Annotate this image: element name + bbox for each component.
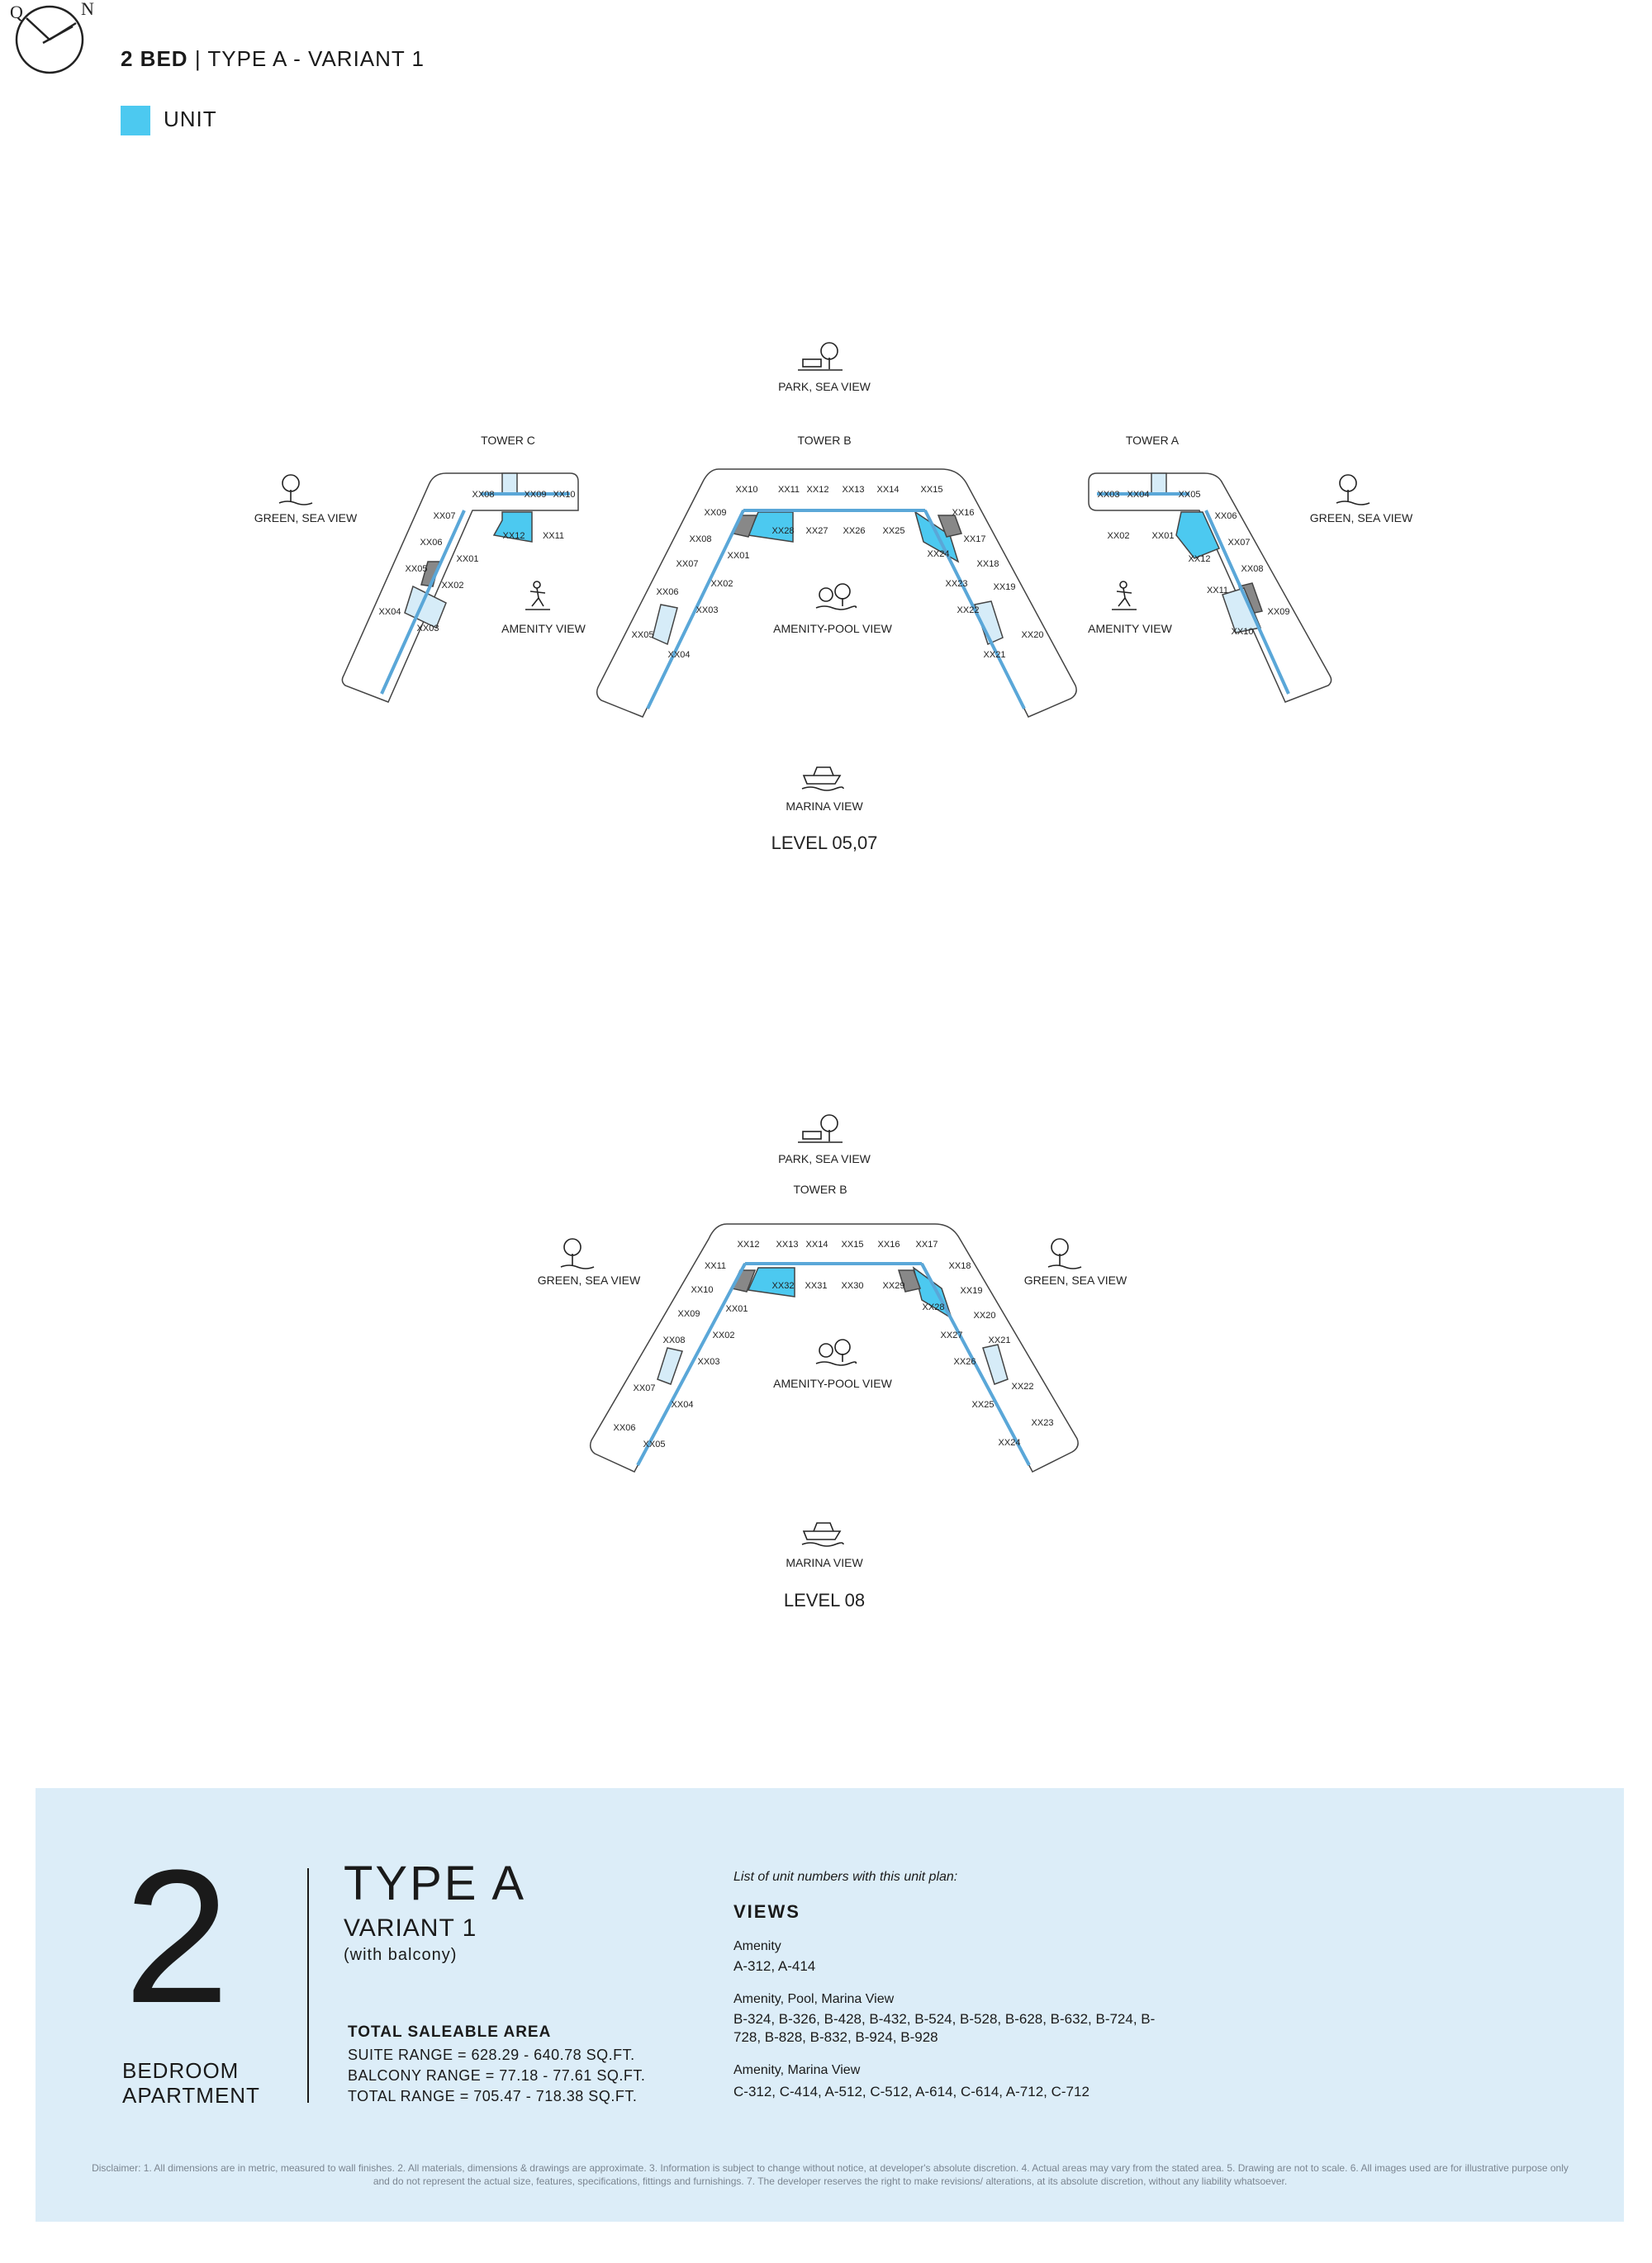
unit-label: XX05: [1178, 490, 1201, 500]
unit-label: XX13: [776, 1240, 799, 1250]
unit-label: XX17: [963, 534, 986, 544]
unit-label: XX11: [1206, 586, 1229, 595]
north-compass-icon: [0, 0, 99, 83]
with-balcony-label: (with balcony): [344, 1946, 458, 1964]
unit-label: XX20: [973, 1311, 996, 1321]
unit-label: XX06: [613, 1423, 636, 1433]
unit-label: XX08: [1241, 564, 1264, 574]
unit-label: XX05: [405, 564, 428, 574]
unit-label: XX08: [689, 534, 712, 544]
bedroom-apartment-label: [122, 2058, 260, 2108]
view-group-name: Amenity, Marina View: [733, 2063, 861, 2077]
park-sea-view-label: PARK, SEA VIEW: [778, 1152, 871, 1165]
unit-label: XX10: [735, 485, 758, 495]
unit-label: XX09: [704, 508, 727, 518]
bed-label: 2 BED: [121, 46, 188, 71]
unit-label: XX19: [960, 1286, 983, 1296]
unit-label: XX24: [927, 549, 950, 559]
unit-label: XX18: [948, 1261, 971, 1271]
unit-label: XX03: [697, 1357, 720, 1367]
total-saleable-area-title: TOTAL SALEABLE AREA: [348, 2023, 552, 2041]
unit-label: XX02: [712, 1331, 735, 1340]
tower-b-label: TOWER B: [793, 1183, 847, 1196]
green-sea-view-right-label: GREEN, SEA VIEW: [1023, 1274, 1127, 1287]
unit-label: XX24: [998, 1438, 1021, 1448]
apartment-label: APARTMENT: [122, 2083, 260, 2108]
unit-label: XX12: [806, 485, 829, 495]
level-08-plan: [0, 1098, 1652, 1611]
unit-label: XX29: [882, 1281, 905, 1291]
unit-label: XX13: [842, 485, 865, 495]
unit-label: XX06: [1214, 511, 1237, 521]
unit-label: XX16: [952, 508, 975, 518]
tower-b-level-08-plan: [591, 1224, 1078, 1472]
type-title: TYPE A: [344, 1857, 527, 1910]
unit-legend-label: UNIT: [164, 107, 217, 131]
unit-label: XX22: [1011, 1382, 1034, 1392]
park-view-icon: [798, 343, 843, 370]
bedroom-label: BEDROOM: [122, 2058, 240, 2083]
green-sea-view-left-label: GREEN, SEA VIEW: [537, 1274, 641, 1287]
amenity-pool-view-label: AMENITY-POOL VIEW: [773, 1377, 892, 1390]
unit-label: XX19: [993, 582, 1016, 592]
unit-label: XX11: [542, 531, 565, 541]
unit-label: XX09: [677, 1309, 700, 1319]
type-label: TYPE A - VARIANT 1: [207, 46, 425, 71]
total-range: TOTAL RANGE = 705.47 - 718.38 SQ.FT.: [348, 2088, 638, 2104]
tower-c-label: TOWER C: [481, 434, 535, 447]
views-title: VIEWS: [733, 1901, 800, 1922]
unit-label: XX01: [725, 1304, 748, 1314]
unit-label: XX15: [841, 1240, 864, 1250]
tower-a-label: TOWER A: [1125, 434, 1180, 447]
pool-view-icon: [816, 1340, 856, 1365]
green-view-icon-right: [1048, 1239, 1081, 1269]
pool-view-icon: [816, 584, 856, 610]
unit-label: XX27: [805, 526, 828, 536]
unit-label: XX20: [1021, 630, 1044, 640]
unit-label: XX03: [1097, 490, 1120, 500]
unit-label: XX12: [502, 531, 525, 541]
unit-label: XX30: [841, 1281, 864, 1291]
unit-label: XX02: [710, 579, 733, 589]
view-group-units: B-324, B-326, B-428, B-432, B-524, B-528, B-628, B-632, B-724, B-728, B-828, B-832, B-924, B-928: [733, 2011, 1156, 2045]
unit-label: XX11: [704, 1261, 727, 1271]
unit-label: XX27: [940, 1331, 963, 1340]
unit-label: XX10: [1231, 627, 1254, 637]
unit-label: XX06: [420, 538, 443, 548]
unit-legend-swatch: [121, 106, 150, 135]
unit-label: XX18: [976, 559, 999, 569]
green-sea-view-left-label: GREEN, SEA VIEW: [254, 511, 358, 524]
unit-label: XX31: [805, 1281, 828, 1291]
unit-list-intro: List of unit numbers with this unit plan:: [733, 1870, 958, 1884]
bedroom-count: 2: [124, 1830, 230, 2042]
unit-label: XX09: [524, 490, 547, 500]
disclaimer: Disclaimer: 1. All dimensions are in metric, measured to wall finishes. 2. All materials, dimensions & drawings are approximate. 3. Information is subject to change without notice, at developer's absolute discretion. 4. Actual areas may vary from the stated area. 5. Drawing are not to scale. 6. All images used are for illustrative purpose only and do not represent the actual size, features, specifications, fittings and furnishings. 7. The developer reserves the right to make revisions/ alterations, at its absolute discretion, without any liability whatsoever.: [92, 2162, 1569, 2187]
unit-label: XX28: [922, 1302, 945, 1312]
compass-n: N: [81, 0, 94, 19]
unit-label: XX10: [553, 490, 576, 500]
unit-label: XX02: [441, 581, 464, 591]
unit-label: XX08: [662, 1336, 686, 1345]
tower-b-label: TOWER B: [797, 434, 852, 447]
amenity-view-left-label: AMENITY VIEW: [501, 622, 586, 635]
balcony-range: BALCONY RANGE = 77.18 - 77.61 SQ.FT.: [348, 2067, 646, 2084]
divider: [307, 1868, 309, 2103]
amenity-pool-view-label: AMENITY-POOL VIEW: [773, 622, 892, 635]
unit-label: XX07: [676, 559, 699, 569]
amenity-view-icon-right: [1112, 581, 1137, 610]
view-group-units: C-312, C-414, A-512, C-512, A-614, C-614, A-712, C-712: [733, 2084, 1089, 2099]
unit-label: XX06: [656, 587, 679, 597]
plan-header: [121, 46, 425, 72]
unit-label: XX17: [915, 1240, 938, 1250]
unit-label: XX12: [1188, 554, 1211, 564]
unit-label: XX23: [1031, 1418, 1054, 1428]
unit-label: XX12: [737, 1240, 760, 1250]
unit-label: XX22: [957, 605, 980, 615]
unit-label: XX07: [1227, 538, 1251, 548]
green-view-icon-left: [279, 475, 312, 505]
unit-label: XX26: [953, 1357, 976, 1367]
level-05-07-plan: [0, 314, 1652, 875]
marina-view-label: MARINA VIEW: [786, 799, 863, 813]
unit-label: XX01: [727, 551, 750, 561]
unit-label: XX16: [877, 1240, 900, 1250]
unit-label: XX07: [633, 1383, 656, 1393]
unit-label: XX05: [631, 630, 654, 640]
marina-view-icon: [802, 767, 843, 790]
unit-label: XX25: [971, 1400, 995, 1410]
unit-label: XX04: [1127, 490, 1150, 500]
unit-label: XX01: [456, 554, 479, 564]
unit-label: XX09: [1267, 607, 1290, 617]
green-view-icon-right: [1336, 475, 1370, 505]
header-separator: |: [194, 46, 202, 71]
unit-label: XX01: [1151, 531, 1175, 541]
level-08-label: LEVEL 08: [783, 1590, 866, 1611]
unit-label: XX28: [771, 526, 795, 536]
unit-label: XX32: [771, 1281, 795, 1291]
variant-title: VARIANT 1: [344, 1914, 477, 1942]
unit-label: XX03: [416, 624, 439, 633]
suite-range: SUITE RANGE = 628.29 - 640.78 SQ.FT.: [348, 2047, 635, 2063]
unit-label: XX14: [805, 1240, 828, 1250]
unit-label: XX11: [777, 485, 800, 495]
view-group-name: Amenity, Pool, Marina View: [733, 1992, 895, 2006]
view-group-name: Amenity: [733, 1939, 781, 1953]
level-05-07-label: LEVEL 05,07: [771, 833, 878, 853]
green-sea-view-right-label: GREEN, SEA VIEW: [1309, 511, 1413, 524]
amenity-view-right-label: AMENITY VIEW: [1088, 622, 1172, 635]
compass-q: Q: [10, 2, 23, 22]
park-view-icon: [798, 1115, 843, 1142]
view-group-units: A-312, A-414: [733, 1958, 816, 1974]
unit-label: XX26: [843, 526, 866, 536]
park-sea-view-label: PARK, SEA VIEW: [778, 380, 871, 393]
unit-label: XX15: [920, 485, 943, 495]
green-view-icon-left: [561, 1239, 594, 1269]
unit-label: XX02: [1107, 531, 1130, 541]
unit-label: XX07: [433, 511, 456, 521]
unit-label: XX03: [695, 605, 719, 615]
unit-label: XX21: [983, 650, 1006, 660]
unit-label: XX23: [945, 579, 968, 589]
unit-label: XX14: [876, 485, 900, 495]
unit-label: XX10: [691, 1285, 714, 1295]
marina-view-label: MARINA VIEW: [786, 1556, 863, 1569]
unit-label: XX04: [671, 1400, 694, 1410]
amenity-view-icon-left: [525, 581, 550, 610]
unit-label: XX08: [472, 490, 495, 500]
unit-label: XX04: [667, 650, 691, 660]
unit-label: XX21: [988, 1336, 1011, 1345]
unit-label: XX04: [378, 607, 401, 617]
unit-label: XX05: [643, 1440, 666, 1449]
unit-label: XX25: [882, 526, 905, 536]
marina-view-icon: [802, 1523, 843, 1546]
